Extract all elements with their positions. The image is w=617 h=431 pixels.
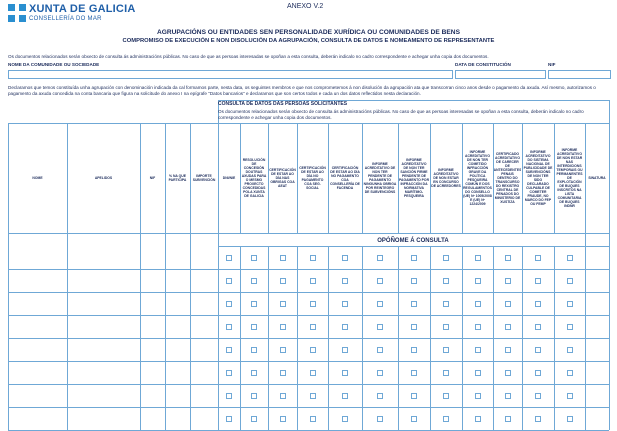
oppose-checkbox[interactable]: [251, 393, 257, 399]
oppose-checkbox[interactable]: [342, 347, 348, 353]
consulta-text: Os documentos relacionados serán obxecto de consulta ás administracións públicas. No caso de que as persoas interesadas se opoñan a esta consulta, deberán indicalo no cadro correspondente e achegar unha copia dos documentos.: [218, 109, 584, 120]
intro-text: Os documentos relacionados serán obxecto de consulta ás administracións públicas. No caso de que as persoas interesadas se opoñan a esta consulta, deberán indicalo no cadro correspondente e achegar unha copia dos documentos.: [8, 54, 489, 59]
oppose-checkbox[interactable]: [280, 416, 286, 422]
oppose-checkbox[interactable]: [535, 324, 541, 330]
column-header: NIF: [149, 176, 156, 180]
oppose-checkbox[interactable]: [411, 393, 417, 399]
nif-label: NIF: [548, 62, 556, 67]
oppose-checkbox[interactable]: [535, 393, 541, 399]
oppose-checkbox[interactable]: [475, 255, 481, 261]
oppose-checkbox[interactable]: [475, 370, 481, 376]
column-header: INFORME ACREDITATIVO DE NON TER PENDENTE DE PAGAMENTO NINGUNHA OBRIGA POR REINTEGRO DE SUBVENCIÓNS: [363, 162, 397, 194]
oppose-checkbox[interactable]: [535, 278, 541, 284]
column-header: INFORME ACREDITATIVO DE NON TER COMETIDO INFRACCIÓN GRAVE DA POLÍTICA PESQUEIRA COMÚN E DOS REGULAMENTOS DO CONSELLO (UE) Nº 1005/2008 E (UE) Nº 1224/2009: [463, 150, 492, 206]
oppose-checkbox[interactable]: [342, 370, 348, 376]
oppose-checkbox[interactable]: [310, 370, 316, 376]
oppose-checkbox[interactable]: [411, 370, 417, 376]
oppose-checkbox[interactable]: [342, 324, 348, 330]
annex-label: ANEXO V.2: [287, 3, 324, 10]
oppose-checkbox[interactable]: [226, 278, 232, 284]
oppose-checkbox[interactable]: [443, 416, 449, 422]
oppose-checkbox[interactable]: [377, 301, 383, 307]
oppose-checkbox[interactable]: [411, 416, 417, 422]
consulta-title: CONSULTA DE DATOS DAS PERSOAS SOLICITANTES: [218, 101, 348, 107]
column-header: DNI/NIE: [222, 176, 236, 180]
oppose-checkbox[interactable]: [411, 324, 417, 330]
oppose-checkbox[interactable]: [342, 278, 348, 284]
oppose-checkbox[interactable]: [310, 278, 316, 284]
oppose-checkbox[interactable]: [280, 278, 286, 284]
column-header: CERTIFICACIÓN DE ESTAR AO DÍA NO PAGAMENTO COA SEG. SOCIAL: [299, 166, 326, 190]
oppose-checkbox[interactable]: [443, 255, 449, 261]
column-header: SINATURA: [588, 176, 606, 180]
oppose-checkbox[interactable]: [377, 370, 383, 376]
column-header: INFORME ACREDITATIVO DE NON ESTAR NAS INTERDICIONS TEMPORAIS OU PERMANENTES DE EXPLOTACIÓN DE BUQUES INSCRITOS NA LISTA COMUNITARIA DE BUQUES INDNR: [556, 148, 583, 208]
column-header: INFORME ACREDITATIVO DE NON TER SANCIÓN FIRME PENDENTE DE PAGAMENTO POR INFRACCIÓN DA NORMATIVA MARÍTIMO-PESQUEIRA: [399, 158, 429, 198]
column-header: INFORME ACREDITATIVO DE NON ESTAR EN CONCURSO DE ACREEDORES: [431, 168, 461, 188]
oppose-checkbox[interactable]: [443, 347, 449, 353]
oppose-checkbox[interactable]: [310, 416, 316, 422]
oppose-checkbox[interactable]: [377, 393, 383, 399]
oppose-checkbox[interactable]: [310, 393, 316, 399]
oppose-checkbox[interactable]: [251, 278, 257, 284]
oppose-checkbox[interactable]: [226, 301, 232, 307]
oppose-checkbox[interactable]: [443, 370, 449, 376]
oppose-checkbox[interactable]: [567, 393, 573, 399]
oppose-checkbox[interactable]: [342, 255, 348, 261]
oppose-checkbox[interactable]: [226, 347, 232, 353]
oppose-checkbox[interactable]: [567, 347, 573, 353]
oppose-checkbox[interactable]: [475, 324, 481, 330]
column-header: CERTIFICACIÓN DE ESTAR AO DÍA NO PAGAMENTO COA CONSELLERÍA DE FACENDA: [330, 166, 360, 190]
oppose-checkbox[interactable]: [411, 278, 417, 284]
oppose-checkbox[interactable]: [567, 370, 573, 376]
logo-subtitle: CONSELLERÍA DO MAR: [29, 16, 102, 22]
column-header: IMPORTE SUBVENCIÓN: [192, 174, 216, 182]
column-header: INFORME ACREDITATIVO DO SISTEMA NACIONAL DE PUBLICIDADE DE SUBVENCIÓNS DE NON TER SIDO DECLARADO CULPABLE DE COMETER FRAUDE, NO MARCO DO FEP OU FEMP: [523, 150, 553, 206]
community-name-label: NOME DA COMUNIDADE OU SOCIEDADE: [8, 62, 100, 67]
oppose-checkbox[interactable]: [505, 324, 511, 330]
oppose-checkbox[interactable]: [310, 255, 316, 261]
oppose-checkbox[interactable]: [475, 347, 481, 353]
oppose-checkbox[interactable]: [535, 255, 541, 261]
column-header: NOME: [32, 176, 43, 180]
oppose-checkbox[interactable]: [280, 255, 286, 261]
oppose-checkbox[interactable]: [251, 324, 257, 330]
oppose-checkbox[interactable]: [411, 347, 417, 353]
oppose-checkbox[interactable]: [280, 393, 286, 399]
oppose-checkbox[interactable]: [226, 393, 232, 399]
oppose-checkbox[interactable]: [505, 301, 511, 307]
oppose-checkbox[interactable]: [567, 324, 573, 330]
oppose-checkbox[interactable]: [535, 416, 541, 422]
oppose-checkbox[interactable]: [377, 347, 383, 353]
oppose-checkbox[interactable]: [443, 301, 449, 307]
oppose-checkbox[interactable]: [226, 416, 232, 422]
oppose-checkbox[interactable]: [505, 255, 511, 261]
oppose-checkbox[interactable]: [567, 255, 573, 261]
oppose-checkbox[interactable]: [567, 301, 573, 307]
oppose-checkbox[interactable]: [475, 301, 481, 307]
oppose-checkbox[interactable]: [280, 301, 286, 307]
oppose-checkbox[interactable]: [535, 347, 541, 353]
oppose-checkbox[interactable]: [310, 324, 316, 330]
document-title: AGRUPACIÓNS OU ENTIDADES SEN PERSONALIDADE XURÍDICA OU COMUNIDADES DE BENS: [157, 29, 460, 36]
oponme-label: OPÓÑOME Á CONSULTA: [377, 238, 449, 244]
column-header: APELIDOS: [94, 176, 113, 180]
oppose-checkbox[interactable]: [505, 416, 511, 422]
oppose-checkbox[interactable]: [443, 393, 449, 399]
oppose-checkbox[interactable]: [377, 416, 383, 422]
oppose-checkbox[interactable]: [505, 370, 511, 376]
oppose-checkbox[interactable]: [226, 370, 232, 376]
column-header: RESOLUCIÓN DE CONCESIÓN DOUTRAS AXUDAS PARA O MESMO PROXECTO CONCEDIDAS POLA XUNTA DE GALICIA: [241, 158, 267, 198]
oppose-checkbox[interactable]: [377, 255, 383, 261]
oppose-checkbox[interactable]: [342, 416, 348, 422]
logo-name: XUNTA DE GALICIA: [29, 3, 136, 15]
oppose-checkbox[interactable]: [280, 347, 286, 353]
oppose-checkbox[interactable]: [226, 255, 232, 261]
oppose-checkbox[interactable]: [251, 347, 257, 353]
declaration-text: Declaramos que temos constituída unha agrupación con denominación indicada da cal formamos parte, nesta data, os seguintes membros e que nos comprometemos á non disolución da agrupación ata que transcorran cinco anos desde o pagamento da axuda. Así mesmo, autorizamos o pagamento da axuda concedida na conta bancaria que figura na solicitude do anexo I na epígrafe "Datos bancarios" e declaramos que son certos todos e cada un dos datos reflectidos nesta declaración.: [8, 85, 596, 96]
oppose-checkbox[interactable]: [535, 301, 541, 307]
oppose-checkbox[interactable]: [443, 324, 449, 330]
oppose-checkbox[interactable]: [411, 301, 417, 307]
oppose-checkbox[interactable]: [310, 301, 316, 307]
oppose-checkbox[interactable]: [377, 324, 383, 330]
oppose-checkbox[interactable]: [411, 255, 417, 261]
oppose-checkbox[interactable]: [505, 347, 511, 353]
oppose-checkbox[interactable]: [535, 370, 541, 376]
oppose-checkbox[interactable]: [505, 278, 511, 284]
oppose-checkbox[interactable]: [251, 255, 257, 261]
oppose-checkbox[interactable]: [251, 370, 257, 376]
column-header: CERTIFICACIÓN DE ESTAR AO DÍA NAS OBRIGAS COA AEAT: [269, 168, 296, 188]
oppose-checkbox[interactable]: [475, 393, 481, 399]
column-header: CERTIFICADO ACREDITATIVO DE CARECER DE ANTECEDENTES PENAIS DENTRO DO TRANSCURSO DO REXISTRO CENTRAL DE PENADOS DO MINISTERIO DE XUSTIZA: [494, 152, 521, 204]
oppose-checkbox[interactable]: [505, 393, 511, 399]
oppose-checkbox[interactable]: [443, 278, 449, 284]
oppose-checkbox[interactable]: [567, 416, 573, 422]
oppose-checkbox[interactable]: [251, 416, 257, 422]
oppose-checkbox[interactable]: [310, 347, 316, 353]
oppose-checkbox[interactable]: [377, 278, 383, 284]
oppose-checkbox[interactable]: [567, 278, 573, 284]
oppose-checkbox[interactable]: [475, 278, 481, 284]
constitution-date-label: DATA DE CONSTITUCIÓN: [455, 62, 511, 67]
column-header: % NA QUE PARTICIPA: [168, 174, 187, 182]
oppose-checkbox[interactable]: [342, 393, 348, 399]
oppose-checkbox[interactable]: [342, 301, 348, 307]
document-subtitle: COMPROMISO DE EXECUCIÓN E NON DISOLUCIÓN DA AGRUPACIÓN, CONSULTA DE DATOS E NOMEAMENTO DE REPRESENTANTE: [122, 38, 495, 44]
oppose-checkbox[interactable]: [475, 416, 481, 422]
oppose-checkbox[interactable]: [251, 301, 257, 307]
oppose-checkbox[interactable]: [280, 370, 286, 376]
oppose-checkbox[interactable]: [226, 324, 232, 330]
oppose-checkbox[interactable]: [280, 324, 286, 330]
